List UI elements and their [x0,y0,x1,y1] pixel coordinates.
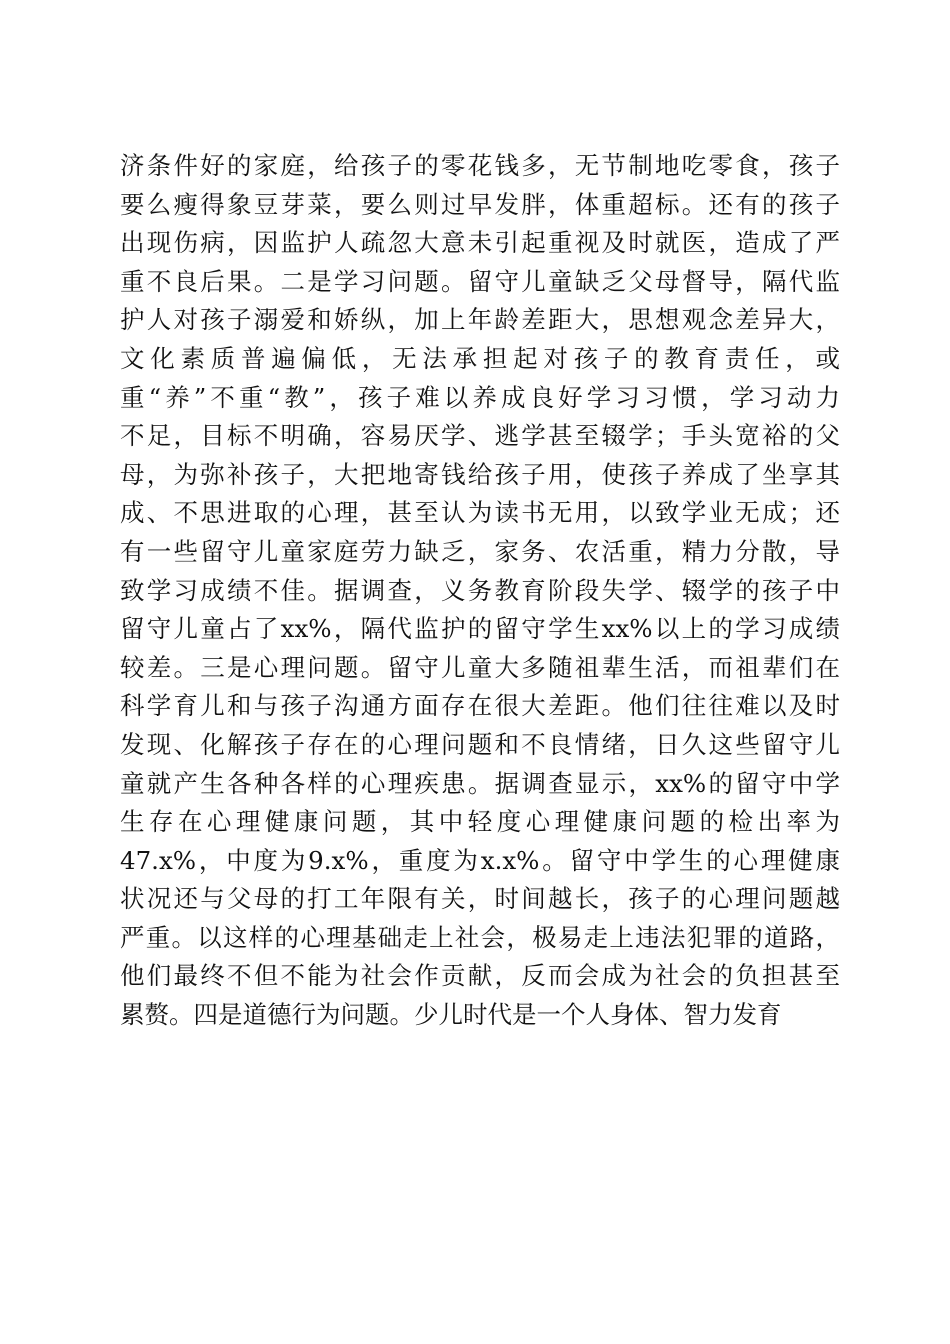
text-line: 出现伤病，因监护人疏忽大意未引起重视及时就医，造成了严 [120,228,840,258]
text-line: 重“养”不重“教”，孩子难以养成良好学习习惯，学习动力 [120,382,840,412]
text-line: 严重。以这样的心理基础走上社会，极易走上违法犯罪的道路， [120,922,840,952]
text-line: 他们最终不但不能为社会作贡献，反而会成为社会的负担甚至 [120,961,840,991]
text-line: 不足，目标不明确，容易厌学、逃学甚至辍学；手头宽裕的父 [120,421,840,451]
text-line: 济条件好的家庭，给孩子的零花钱多，无节制地吃零食，孩子 [120,151,840,180]
text-line: 母，为弥补孩子，大把地寄钱给孩子用，使孩子养成了坐享其 [120,459,840,489]
text-line: 发现、化解孩子存在的心理问题和不良情绪，日久这些留守儿 [120,729,840,759]
text-line: 童就产生各种各样的心理疾患。据调查显示，xx%的留守中学 [120,768,840,798]
text-line: 47.x%，中度为9.x%，重度为x.x%。留守中学生的心理健康 [120,845,840,875]
text-line: 护人对孩子溺爱和娇纵，加上年龄差距大，思想观念差异大， [120,305,840,335]
text-line: 要么瘦得象豆芽菜，要么则过早发胖，体重超标。还有的孩子 [120,189,840,219]
text-line: 较差。三是心理问题。留守儿童大多随祖辈生活，而祖辈们在 [120,652,840,682]
text-line: 文化素质普遍偏低，无法承担起对孩子的教育责任，或 [120,343,840,373]
text-line: 致学习成绩不佳。据调查，义务教育阶段失学、辍学的孩子中 [120,575,840,605]
text-line: 状况还与父母的打工年限有关，时间越长，孩子的心理问题越 [120,884,840,914]
text-line: 生存在心理健康问题，其中轻度心理健康问题的检出率为 [120,807,840,837]
body-text [120,147,840,1035]
text-line: 重不良后果。二是学习问题。留守儿童缺乏父母督导，隔代监 [120,266,840,296]
text-line: 留守儿童占了xx%，隔代监护的留守学生xx%以上的学习成绩 [120,614,840,644]
text-line: 成、不思进取的心理，甚至认为读书无用，以致学业无成；还 [120,498,840,528]
text-line: 科学育儿和与孩子沟通方面存在很大差距。他们往往难以及时 [120,691,840,721]
text-line: 有一些留守儿童家庭劳力缺乏，家务、农活重，精力分散，导 [120,536,840,566]
text-line: 累赘。四是道德行为问题。少儿时代是一个人身体、智力发育 [120,1000,782,1030]
